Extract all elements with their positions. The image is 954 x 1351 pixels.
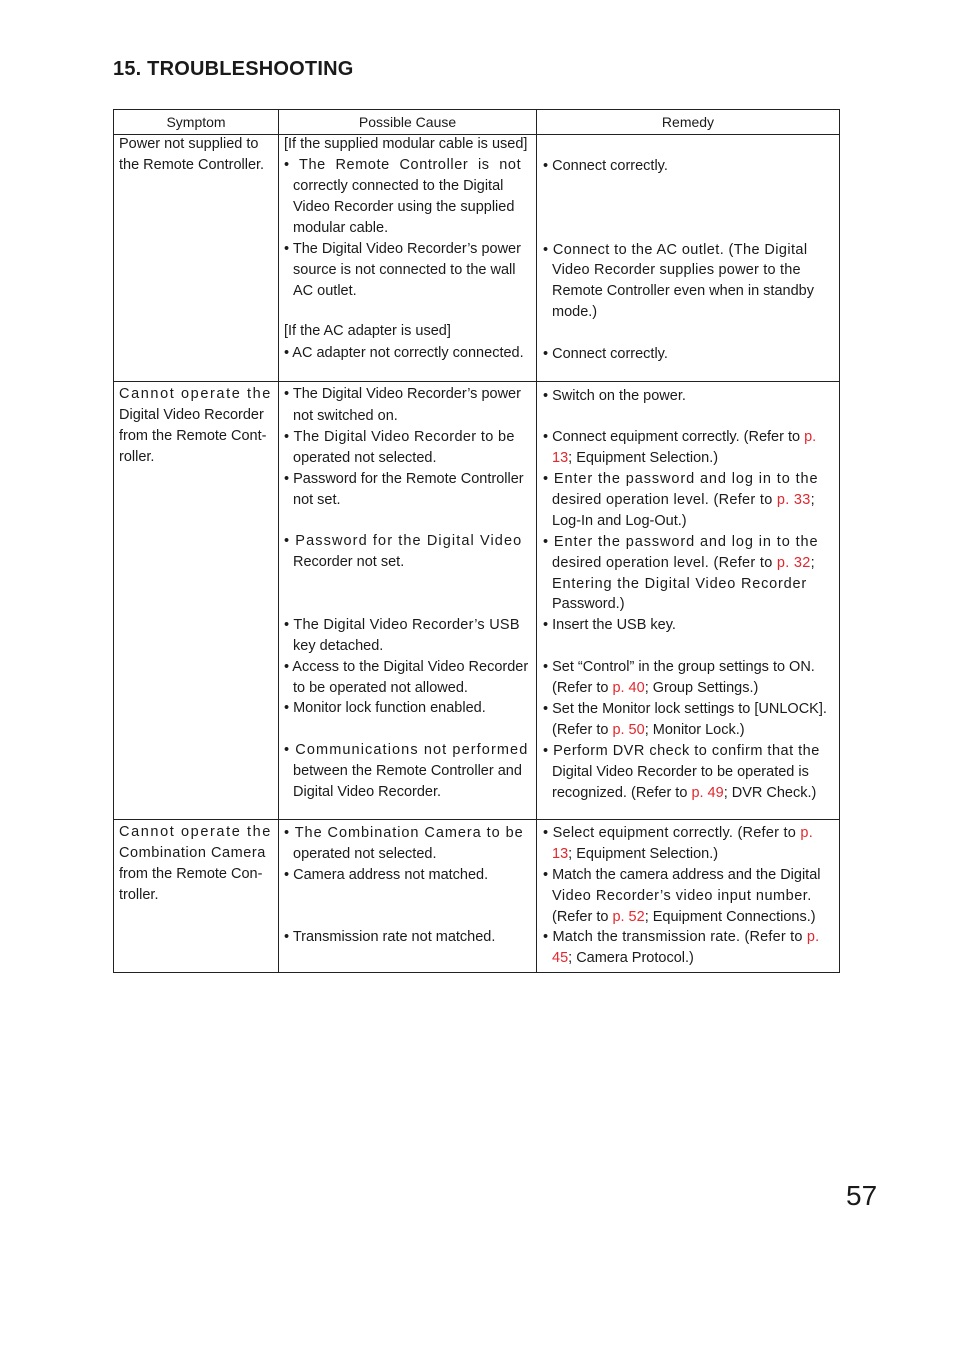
cause-text: [If the supplied modular cable is used] <box>284 136 528 152</box>
page-reference-link[interactable]: p. 32 <box>776 555 811 571</box>
remedy-fragment: • Match the transmission rate. (Refer to <box>543 929 807 945</box>
remedy-text: Remote Controller even when in standby <box>552 283 814 299</box>
cause-text: • The Remote Controller is not <box>284 157 522 173</box>
remedy-text <box>552 490 815 511</box>
page-number: 57 <box>846 1180 878 1211</box>
remedy-fragment: ; Monitor Lock.) <box>644 722 745 738</box>
remedy-text: Password.) <box>552 596 625 612</box>
remedy-text <box>543 927 819 948</box>
remedy-text: • Set the Monitor lock settings to [UNLOCK]. <box>543 701 827 717</box>
page-reference-link[interactable]: p. 49 <box>691 785 724 801</box>
remedy-text: • Enter the password and log in to the <box>543 471 819 487</box>
cause-text: • AC adapter not correctly connected. <box>284 345 524 361</box>
header-symptom: Symptom <box>166 114 226 130</box>
remedy-text: • Connect to the AC outlet. (The Digital <box>543 242 808 258</box>
remedy-text: Video Recorder’s video input number. <box>552 888 812 904</box>
symptom-text: Cannot operate the <box>119 386 272 402</box>
remedy-text: • Connect correctly. <box>543 158 668 174</box>
remedy-text <box>552 948 694 969</box>
remedy-fragment: ; Camera Protocol.) <box>568 950 694 966</box>
remedy-fragment: (Refer to <box>552 722 613 738</box>
symptom-text: Power not supplied to <box>119 136 259 152</box>
page-reference-link[interactable]: p. <box>804 429 817 445</box>
cause-text: AC outlet. <box>293 283 357 299</box>
remedy-text <box>552 844 718 865</box>
remedy-text <box>552 720 745 741</box>
cause-text: • Monitor lock function enabled. <box>284 700 486 716</box>
remedy-fragment: • Connect equipment correctly. (Refer to <box>543 429 805 445</box>
remedy-text: • Set “Control” in the group settings to ON. <box>543 659 815 675</box>
cause-text: • Password for the Remote Controller <box>284 471 524 487</box>
cause-text: • Transmission rate not matched. <box>284 929 496 945</box>
remedy-fragment: • Select equipment correctly. (Refer to <box>543 825 801 841</box>
cause-text: key detached. <box>293 638 384 654</box>
remedy-text <box>543 427 816 448</box>
cause-text: • The Digital Video Recorder’s USB <box>284 617 520 633</box>
header-possible-cause: Possible Cause <box>358 114 457 130</box>
remedy-text: mode.) <box>552 304 598 320</box>
symptom-text: Digital Video Recorder <box>119 407 264 423</box>
cause-text: • The Combination Camera to be <box>284 825 524 841</box>
page-reference-link[interactable]: p. 50 <box>612 722 645 738</box>
cause-text: source is not connected to the wall <box>293 262 516 278</box>
symptom-text: roller. <box>119 449 155 465</box>
cause-text: • The Digital Video Recorder’s power <box>284 241 521 257</box>
page-reference-link[interactable]: 45 <box>552 950 569 966</box>
cause-text: to be operated not allowed. <box>293 680 468 696</box>
cause-text: • Camera address not matched. <box>284 867 489 883</box>
column-divider <box>278 110 279 972</box>
remedy-text <box>552 783 816 804</box>
row-divider <box>114 381 839 382</box>
symptom-text: troller. <box>119 887 159 903</box>
remedy-text: Digital Video Recorder to be operated is <box>552 764 809 780</box>
row-divider <box>114 819 839 820</box>
remedy-text <box>552 678 758 699</box>
symptom-text: from the Remote Con- <box>119 866 263 882</box>
page-reference-link[interactable]: p. 40 <box>612 680 645 696</box>
cause-text: [If the AC adapter is used] <box>284 323 451 339</box>
cause-text: Recorder not set. <box>293 554 405 570</box>
remedy-fragment: ; Equipment Selection.) <box>568 450 719 466</box>
remedy-fragment: ; <box>810 492 815 508</box>
symptom-text: Combination Camera <box>119 845 266 861</box>
cause-text: operated not selected. <box>293 846 437 862</box>
remedy-text <box>552 553 815 574</box>
cause-text: Digital Video Recorder. <box>293 784 442 800</box>
remedy-fragment: ; Equipment Connections.) <box>644 909 816 925</box>
remedy-fragment: (Refer to <box>552 680 613 696</box>
remedy-text <box>552 907 816 928</box>
cause-text: not switched on. <box>293 408 398 424</box>
symptom-text: the Remote Controller. <box>119 157 265 173</box>
page-title: 15. TROUBLESHOOTING <box>113 58 354 80</box>
remedy-fragment: desired operation level. (Refer to <box>552 555 777 571</box>
page-reference-link[interactable]: p. <box>806 929 820 945</box>
remedy-fragment: ; Equipment Selection.) <box>568 846 719 862</box>
cause-text: Video Recorder using the supplied <box>293 199 515 215</box>
remedy-text: • Switch on the power. <box>543 388 686 404</box>
cause-text: not set. <box>293 492 341 508</box>
cause-text: modular cable. <box>293 220 389 236</box>
cause-text: correctly connected to the Digital <box>293 178 504 194</box>
remedy-fragment: ; <box>810 555 815 571</box>
remedy-fragment: ; DVR Check.) <box>723 785 817 801</box>
page-reference-link[interactable]: p. 52 <box>612 909 645 925</box>
header-remedy: Remedy <box>661 114 715 130</box>
cause-text: • Access to the Digital Video Recorder <box>284 659 529 675</box>
cause-text: between the Remote Controller and <box>293 763 522 779</box>
remedy-fragment: recognized. (Refer to <box>552 785 692 801</box>
remedy-text: • Connect correctly. <box>543 346 668 362</box>
column-divider <box>536 110 537 972</box>
symptom-text: Cannot operate the <box>119 824 272 840</box>
page-reference-link[interactable]: 13 <box>552 846 569 862</box>
cause-text: • The Digital Video Recorder’s power <box>284 386 521 402</box>
troubleshooting-table <box>113 109 840 973</box>
remedy-fragment: (Refer to <box>552 909 613 925</box>
remedy-text: • Insert the USB key. <box>543 617 676 633</box>
remedy-fragment: desired operation level. (Refer to <box>552 492 777 508</box>
page-reference-link[interactable]: 13 <box>552 450 569 466</box>
symptom-text: from the Remote Cont- <box>119 428 267 444</box>
remedy-text: Video Recorder supplies power to the <box>552 262 801 278</box>
cause-text: • The Digital Video Recorder to be <box>284 429 515 445</box>
remedy-text <box>552 448 718 469</box>
cause-text: • Password for the Digital Video <box>284 533 523 549</box>
remedy-text: Log-In and Log-Out.) <box>552 513 687 529</box>
remedy-text: Entering the Digital Video Recorder <box>552 576 808 592</box>
remedy-text <box>543 823 813 844</box>
remedy-fragment: ; Group Settings.) <box>644 680 759 696</box>
page-reference-link[interactable]: p. 33 <box>776 492 811 508</box>
remedy-text: • Enter the password and log in to the <box>543 534 819 550</box>
remedy-text: • Perform DVR check to confirm that the <box>543 743 820 759</box>
remedy-text: • Match the camera address and the Digital <box>543 867 821 883</box>
cause-text: • Communications not performed <box>284 742 529 758</box>
page-reference-link[interactable]: p. <box>800 825 813 841</box>
cause-text: operated not selected. <box>293 450 437 466</box>
